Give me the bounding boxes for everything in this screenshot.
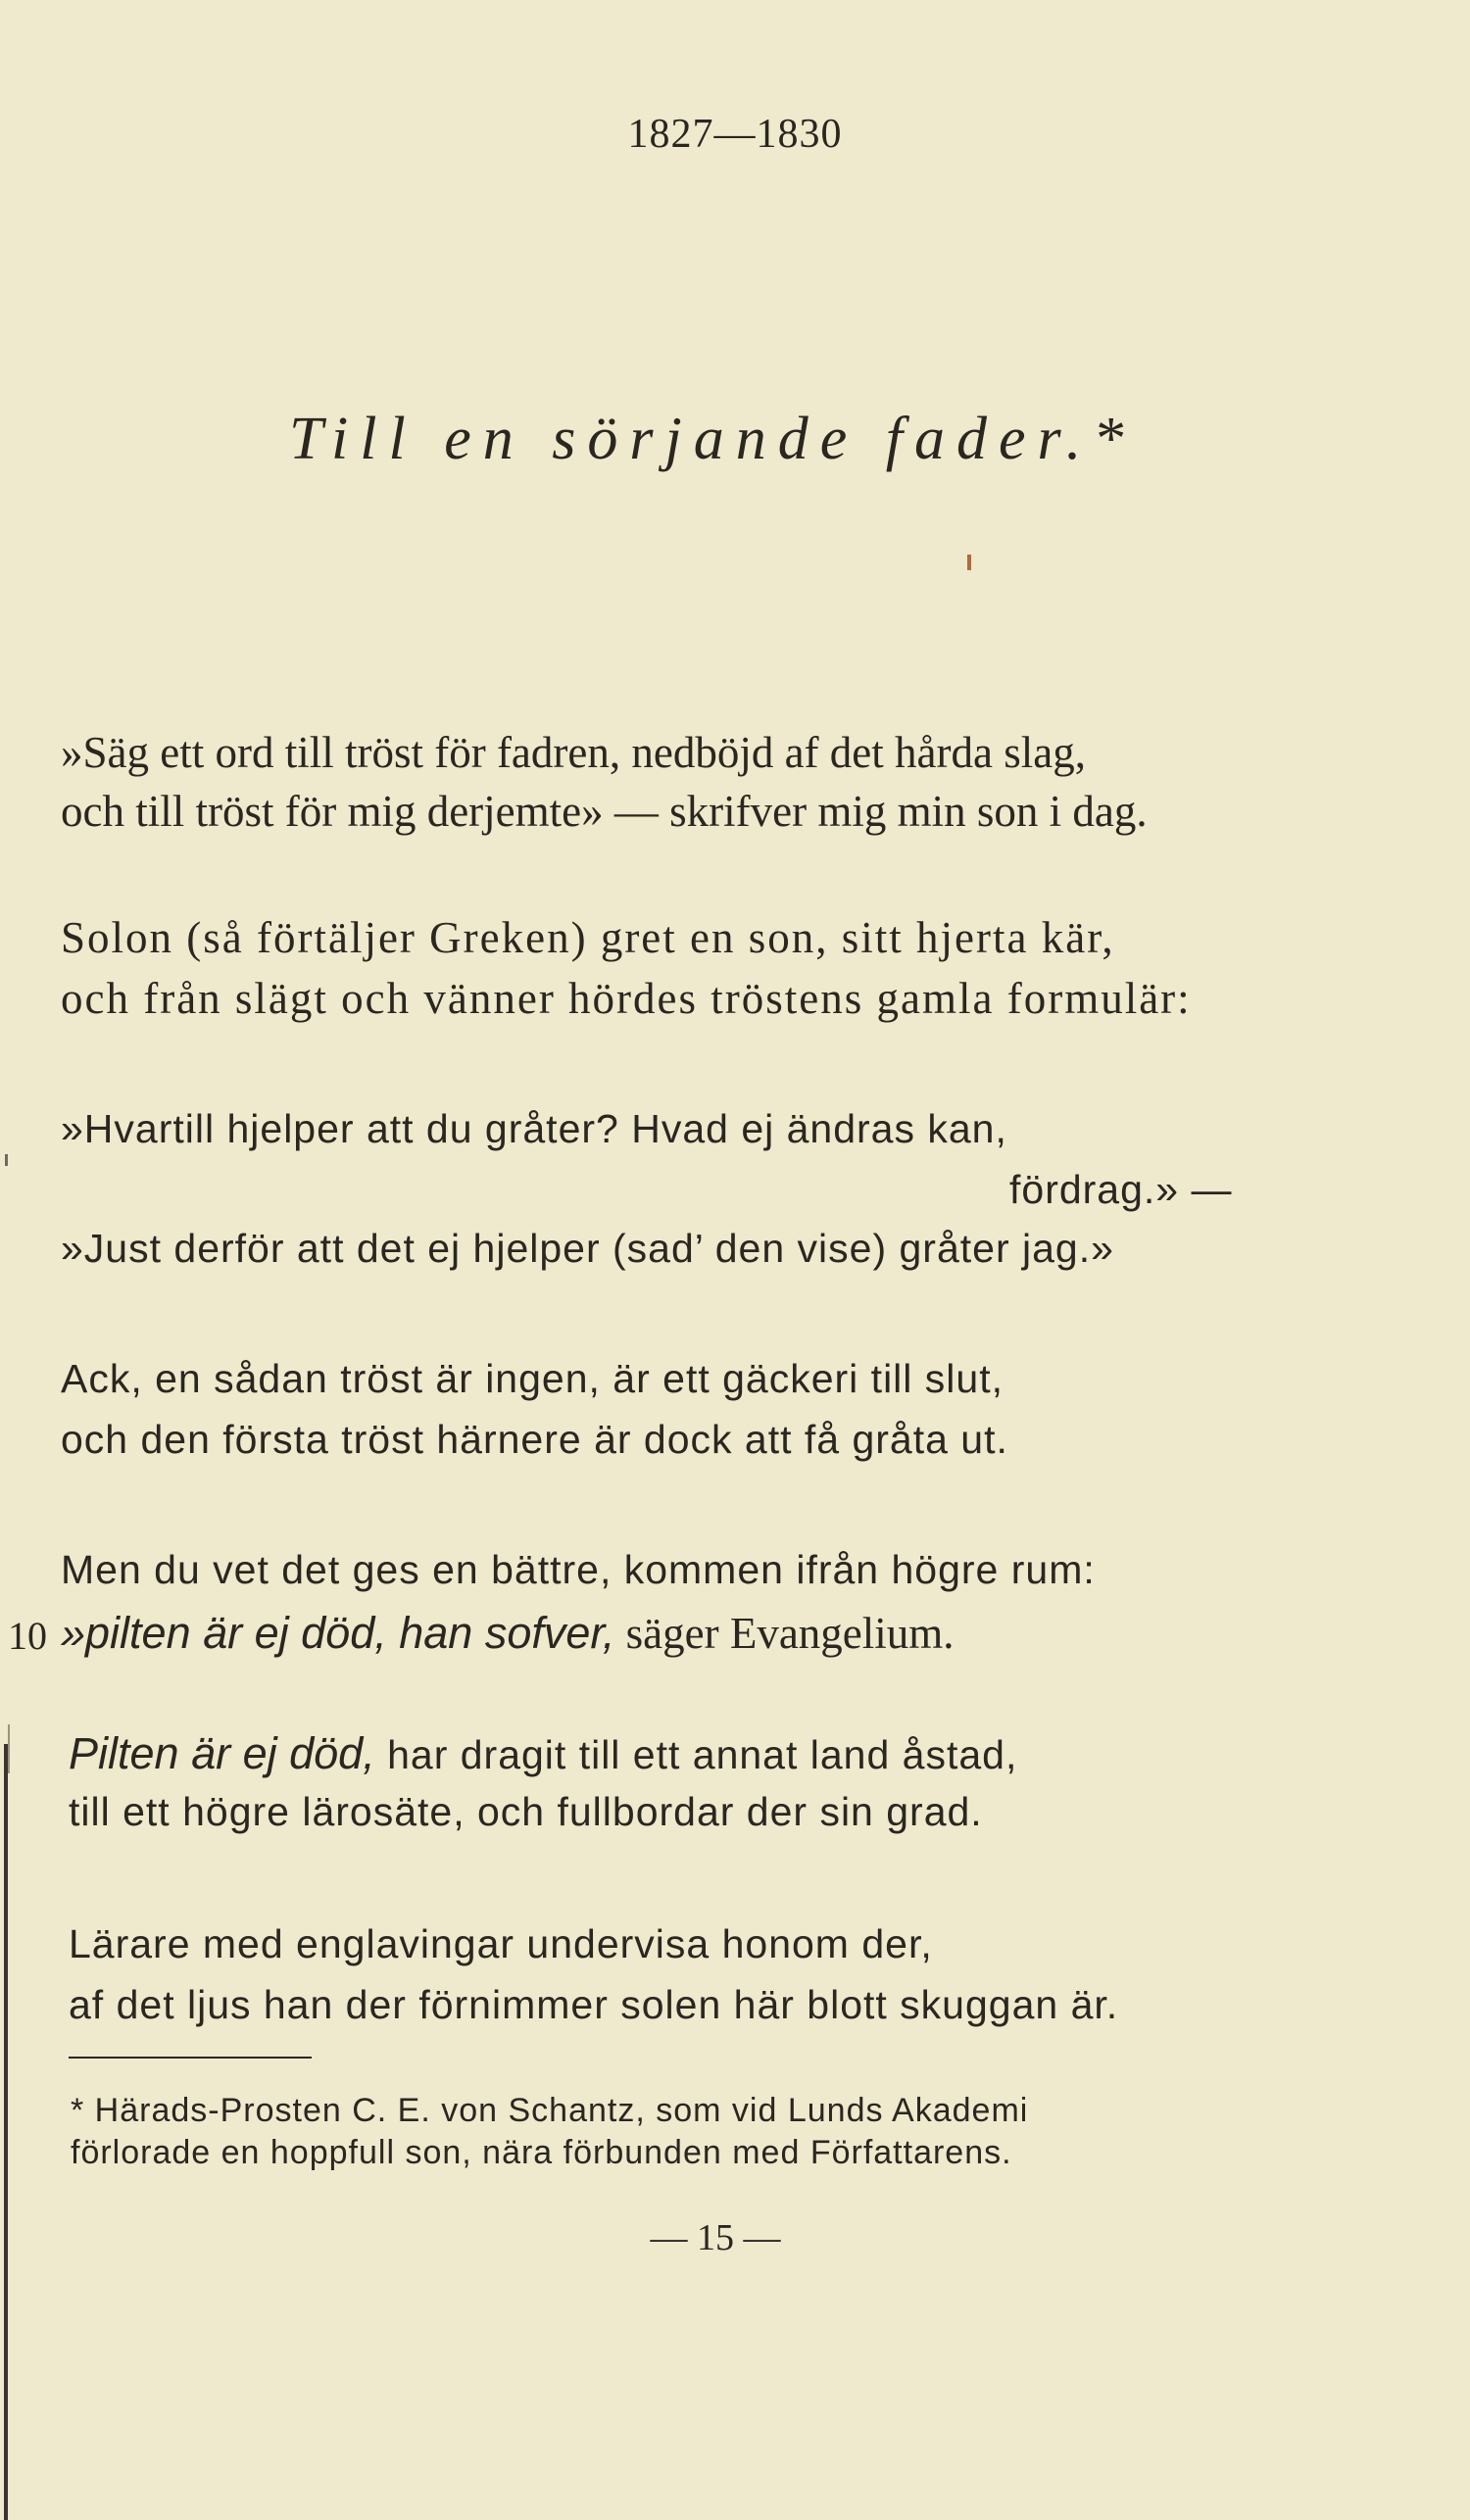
page-edge-shadow (8, 1724, 10, 1773)
poem-line: »Hvartill hjelper att du gråter? Hvad ej ändras kan, (61, 1106, 1007, 1151)
line-text: säger Evangelium. (614, 1609, 955, 1658)
emphasis: »pilten är ej död, han sofver, (61, 1608, 615, 1658)
poem-line (69, 1728, 1018, 1778)
poem-line (61, 1608, 955, 1658)
ink-mark (5, 1154, 8, 1166)
poem-line: till ett högre lärosäte, och fullbordar der sin grad. (69, 1789, 983, 1834)
poem-line: »Just derför att det ej hjelper (sad’ den vise) gråter jag.» (61, 1226, 1114, 1271)
poem-line: och den första tröst härnere är dock att få gråta ut. (61, 1417, 1008, 1462)
poem-line: Solon (så förtäljer Greken) gret en son, sitt hjerta kär, (61, 913, 1115, 962)
line-text: har dragit till ett annat land åstad, (374, 1732, 1018, 1777)
poem-line: och från slägt och vänner hördes tröstens gamla formulär: (61, 974, 1192, 1023)
poem-title: Till en sörjande fader.* (289, 406, 1136, 472)
line-number: 10 (8, 1614, 47, 1658)
running-head: 1827—1830 (627, 112, 843, 157)
footnote-line: * Härads-Prosten C. E. von Schantz, som vid Lunds Akademi (71, 2092, 1029, 2129)
poem-line: Men du vet det ges en bättre, kommen ifrån högre rum: (61, 1547, 1096, 1592)
footnote-rule (69, 2057, 312, 2059)
page-number: — 15 — (650, 2217, 781, 2258)
page-edge-binding (4, 1744, 8, 2520)
poem-line: Ack, en sådan tröst är ingen, är ett gäckeri till slut, (61, 1356, 1004, 1401)
poem-line: »Säg ett ord till tröst för fadren, nedböjd af det hårda slag, (61, 728, 1086, 777)
emphasis: Pilten är ej död, (69, 1728, 375, 1778)
poem-line: af det ljus han der förnimmer solen här blott skuggan är. (69, 1982, 1119, 2027)
footnote-line: förlorade en hoppfull son, nära förbunden med Författarens. (71, 2134, 1012, 2171)
poem-line: fördrag.» — (1009, 1167, 1233, 1212)
ink-mark (967, 555, 971, 570)
poem-line: Lärare med englavingar undervisa honom der, (69, 1921, 933, 1966)
poem-line: och till tröst för mig derjemte» — skrifver mig min son i dag. (61, 787, 1148, 836)
